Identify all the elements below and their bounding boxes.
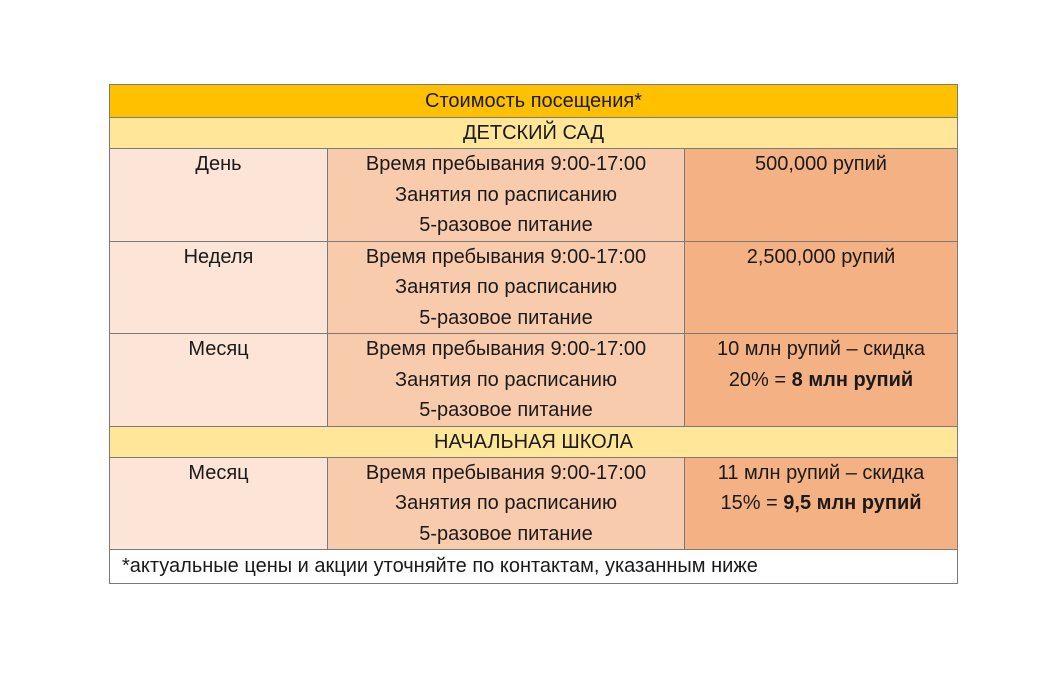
price-cell (685, 334, 958, 427)
section-heading-primary-school: НАЧАЛЬНАЯ ШКОЛА (110, 426, 958, 457)
price-final: 9,5 млн рупий (783, 492, 922, 514)
period-cell: День (110, 149, 328, 242)
period-cell: Неделя (110, 241, 328, 334)
section-heading-kindergarten: ДЕТСКИЙ САД (110, 118, 958, 149)
description-line: Время пребывания 9:00-17:00 (365, 461, 647, 484)
description-cell (328, 334, 685, 427)
price-discount-text: 20% = (728, 368, 792, 391)
table-row (110, 457, 958, 550)
section-row-primary-school (110, 426, 958, 457)
description-line: Время пребывания 9:00-17:00 (365, 153, 647, 175)
price-cell (685, 149, 958, 242)
description-line: Время пребывания 9:00-17:00 (365, 245, 647, 268)
description-line: Занятия по расписанию (395, 368, 617, 391)
price-discount-text: 15% = (720, 492, 784, 514)
table-row (110, 334, 958, 427)
footnote-row (110, 550, 958, 584)
description-line: Время пребывания 9:00-17:00 (365, 338, 647, 360)
description-line: 5-разовое питание (419, 399, 593, 421)
price-line (685, 365, 957, 396)
period-cell: Месяц (110, 457, 328, 550)
price-table (109, 84, 958, 584)
table-row (110, 149, 958, 242)
description-cell (328, 457, 685, 550)
description-line: Занятия по расписанию (395, 183, 617, 206)
period-cell: Месяц (110, 334, 328, 427)
price-cell (685, 457, 958, 550)
section-row-kindergarten (110, 118, 958, 149)
price-line: 500,000 рупий (755, 153, 887, 175)
table-title: Стоимость посещения* (110, 85, 958, 118)
description-cell (328, 149, 685, 242)
description-line: Занятия по расписанию (395, 276, 617, 298)
description-line: Занятия по расписанию (395, 492, 617, 514)
price-line: 2,500,000 рупий (746, 245, 896, 268)
price-line: 11 млн рупий – скидка (717, 461, 925, 484)
description-line: 5-разовое питание (419, 214, 593, 236)
price-cell (685, 241, 958, 334)
description-cell (328, 241, 685, 334)
title-row (110, 85, 958, 118)
description-line: 5-разовое питание (419, 306, 593, 329)
table-row (110, 241, 958, 334)
price-line (685, 488, 957, 519)
footnote: *актуальные цены и акции уточняйте по контактам, указанным ниже (110, 550, 958, 584)
price-line: 10 млн рупий – скидка (716, 338, 926, 360)
price-final: 8 млн рупий (791, 368, 914, 391)
description-line: 5-разовое питание (419, 522, 593, 545)
